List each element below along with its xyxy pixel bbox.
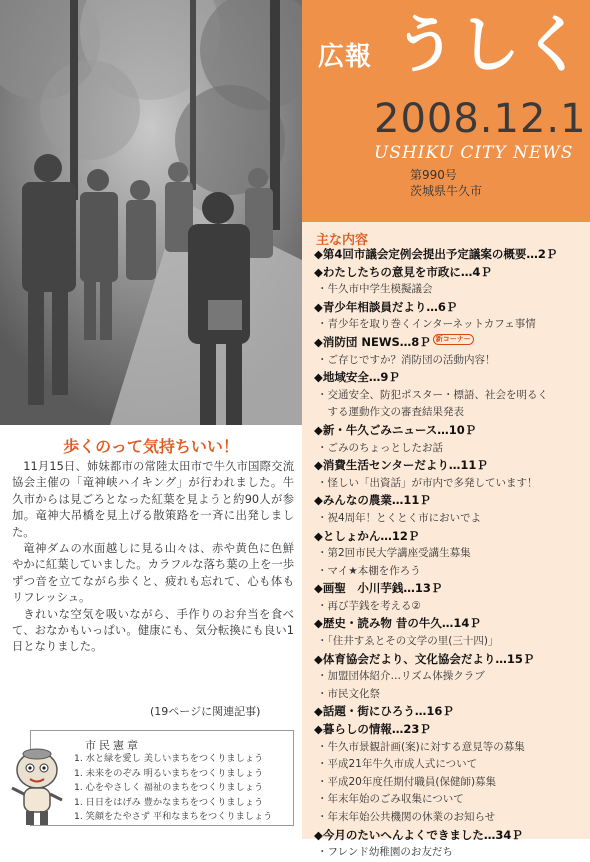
new-corner-badge: 新コーナー bbox=[433, 334, 474, 345]
contents-item-text: ◆歴史・読み物 昔の牛久…14Ｐ bbox=[314, 616, 481, 631]
contents-item bbox=[314, 528, 586, 546]
contents-item-text: ・交通安全、防犯ポスター・標語、社会を明るく bbox=[317, 388, 548, 401]
contents-subitem bbox=[314, 774, 586, 792]
contents-item-text: ・平成20年度任期付職員(保健師)募集 bbox=[317, 775, 497, 788]
contents-subitem bbox=[314, 844, 586, 862]
contents-item bbox=[314, 369, 586, 387]
article-body bbox=[12, 459, 294, 656]
contents-subitem bbox=[314, 475, 586, 493]
contents-item bbox=[314, 299, 586, 317]
contents-item-text: ・再び芋銭を考える② bbox=[317, 599, 421, 612]
contents-item bbox=[314, 492, 586, 510]
contents-item-text: ・祝4周年！とくとく市においでよ bbox=[317, 511, 482, 524]
contents-title: 主な内容 bbox=[316, 233, 369, 248]
contents-item-text: ◆話題・街にひろう…16Ｐ bbox=[314, 704, 454, 719]
contents-subitem bbox=[314, 563, 586, 581]
contents-subitem bbox=[314, 668, 586, 686]
charter-line: 1. 笑顔をたやさず 平和なまちをつくりましょう bbox=[74, 811, 273, 822]
charter-line: 1. 日日をはげみ 豊かなまちをつくりましょう bbox=[74, 796, 264, 808]
contents-item-text: ・怪しい「出資話」が市内で多発しています！ bbox=[317, 476, 538, 489]
contents-item-text: ◆新・牛久ごみニュース…10Ｐ bbox=[314, 422, 477, 437]
contents-item-text: ・市民文化祭 bbox=[317, 687, 380, 700]
contents-item-text: ・年末年始公共機関の休業のお知らせ bbox=[317, 811, 496, 823]
contents-item-text: する運動作文の審査結果発表 bbox=[317, 406, 464, 419]
contents-item-text: ・ごみのちょっとしたお話 bbox=[317, 441, 443, 454]
contents-item-text: ◆今月のたいへんよくできました…34Ｐ bbox=[314, 827, 523, 842]
contents-item-text: ◆地域安全…9Ｐ bbox=[314, 370, 400, 385]
contents-item-text: ◆みんなの農業…11Ｐ bbox=[314, 493, 431, 508]
contents-item-text: ・牛久市中学生模擬議会 bbox=[317, 283, 433, 296]
contents-subitem bbox=[314, 598, 586, 616]
contents-item-text: ・平成21年牛久市成人式について bbox=[317, 758, 478, 771]
contents-item bbox=[314, 264, 586, 282]
issue-number: 第990号 bbox=[410, 168, 457, 182]
contents-subitem bbox=[314, 686, 586, 704]
contents-item bbox=[314, 827, 586, 845]
contents-item-text: ・青少年を取り巻くインターネットカフェ事情 bbox=[317, 318, 536, 331]
contents-item-text: ◆わたしたちの意見を市政に…4Ｐ bbox=[314, 264, 492, 279]
contents-item-text: ・「住井すゑとその文学の里(三十四)」 bbox=[317, 635, 499, 648]
contents-item-text: ◆暮らしの情報…23Ｐ bbox=[314, 722, 431, 737]
contents-subitem bbox=[314, 510, 586, 528]
masthead-subtitle: USHIKU CITY NEWS bbox=[374, 143, 574, 163]
contents-item-text: ・牛久市景観計画(案)に対する意見等の募集 bbox=[317, 740, 525, 753]
contents-subitem bbox=[314, 404, 586, 422]
publisher-city: 茨城県牛久市 bbox=[410, 184, 483, 198]
contents-subitem bbox=[314, 756, 586, 774]
contents-subitem bbox=[314, 440, 586, 458]
contents-item bbox=[314, 457, 586, 475]
contents-subitem bbox=[314, 387, 586, 405]
contents-item bbox=[314, 703, 586, 721]
contents-item bbox=[314, 422, 586, 440]
article-title: 歩くのって気持ちいい！ bbox=[63, 437, 239, 456]
contents-subitem bbox=[314, 791, 586, 809]
contents-subitem bbox=[314, 739, 586, 757]
contents-subitem bbox=[314, 352, 586, 370]
charter-title: 市民憲章 bbox=[85, 739, 141, 752]
hikers-photo-illustration bbox=[0, 0, 302, 425]
contents-item-text: ・マイ★本棚を作ろう bbox=[317, 564, 421, 577]
contents-subitem bbox=[314, 809, 586, 827]
contents-item-text: ・加盟団体紹介…リズム体操クラブ bbox=[317, 670, 485, 683]
issue-date: 2008.12.1 bbox=[374, 96, 587, 142]
charter-line: 1. 水と緑を愛し 美しいまちをつくりましょう bbox=[74, 753, 264, 764]
contents-subitem bbox=[314, 316, 586, 334]
contents-item bbox=[314, 334, 586, 352]
kappa-mascot-icon bbox=[6, 742, 68, 828]
contents-item-text: ・フレンド幼稚園のお友だち bbox=[317, 846, 453, 859]
contents-item-text: ◆第4回市議会定例会提出予定議案の概要…2Ｐ bbox=[314, 247, 558, 261]
contents-subitem bbox=[314, 281, 586, 299]
contents-item-text: ・ご存じですか？消防団の活動内容！ bbox=[317, 353, 496, 366]
contents-subitem bbox=[314, 545, 586, 563]
masthead-label: 広報 bbox=[318, 42, 373, 72]
contents-item-text: ◆消防団 NEWS…8Ｐ bbox=[314, 334, 431, 349]
article-paragraph: 11月15日、姉妹都市の常陸太田市で牛久市国際交流協会主催の「竜神峡ハイキング」が行われました。牛久市からは見ごろとなった紅葉を見ようと約90人が参加。竜神大吊橋を見上げる散策路を一斉に出発しました。 bbox=[12, 460, 294, 539]
contents-item bbox=[314, 615, 586, 633]
article-paragraph: 竜神ダムの水面越しに見る山々は、赤や黄色に色鮮やかに紅葉していました。カラフルな落ち葉の上を一歩ずつ音を立てながら歩くと、疲れも忘れて、心も体もリフレッシュ。 bbox=[12, 542, 294, 605]
contents-item bbox=[314, 580, 586, 598]
contents-item-text: ◆体育協会だより、文化協会だより…15Ｐ bbox=[314, 651, 535, 666]
masthead-title: うしく bbox=[394, 8, 587, 81]
contents-item-text: ◆青少年相談員だより…6Ｐ bbox=[314, 299, 458, 314]
contents-item-text: ◆としょかん…12Ｐ bbox=[314, 528, 420, 543]
contents-item-text: ・第2回市民大学講座受講生募集 bbox=[317, 547, 471, 560]
article-reference: (19ページに関連記事) bbox=[150, 705, 261, 718]
contents-item bbox=[314, 246, 586, 264]
contents-item bbox=[314, 721, 586, 739]
charter-line: 1. 未来をのぞみ 明るいまちをつくりましょう bbox=[74, 767, 264, 779]
charter-line: 1. 心をやさしく 福祉のまちをつくりましょう bbox=[74, 782, 264, 793]
contents-item-text: ・年末年始のごみ収集について bbox=[317, 793, 464, 806]
contents-item bbox=[314, 651, 586, 669]
contents-item-text: ◆消費生活センターだより…11Ｐ bbox=[314, 458, 488, 473]
contents-subitem bbox=[314, 633, 586, 651]
charter-list bbox=[74, 752, 272, 825]
article-paragraph: きれいな空気を吸いながら、手作りのお弁当を食べて、おなかもいっぱい。健康にも、気分転換にも良い1日となりました。 bbox=[12, 607, 294, 654]
contents-item-text: ◆画聖 小川芋銭…13Ｐ bbox=[314, 581, 443, 596]
cover-photo bbox=[0, 0, 302, 425]
contents-list bbox=[314, 246, 586, 862]
